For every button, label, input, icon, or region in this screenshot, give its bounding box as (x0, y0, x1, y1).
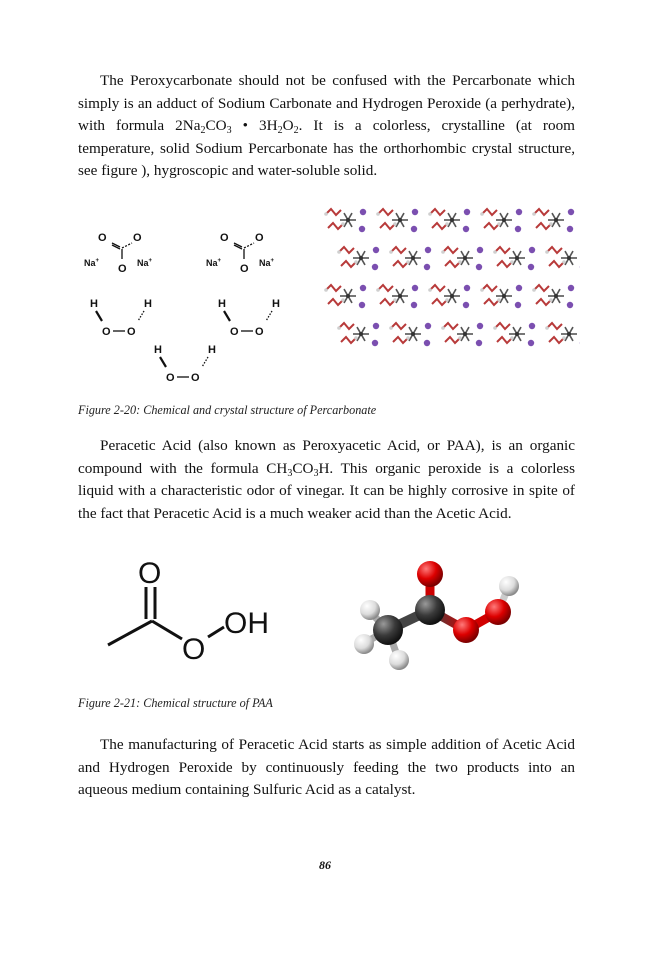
svg-text:O: O (255, 326, 264, 338)
peroxide-left (90, 298, 152, 338)
peroxide-bottom (154, 344, 216, 384)
svg-text:Na+: Na+ (137, 258, 153, 268)
svg-text:H: H (154, 344, 162, 356)
svg-text:H: H (272, 298, 280, 310)
svg-text:Na+: Na+ (259, 258, 275, 268)
svg-text:H: H (218, 298, 226, 310)
paa-skeletal-structure (100, 555, 290, 670)
svg-text:OH: OH (224, 607, 269, 640)
svg-text:Na+: Na+ (206, 258, 222, 268)
paragraph-percarbonate: The Peroxycarbonate should not be confused with the Percarbonate which simply is an adduct of Sodium Carbonate and Hydrogen Peroxide (a perhydrate), with formula $2Na_2CO_3$ • $3H_2O_2$. It is a colorless, crystalline (at room temperature, solid Sodium Percarbonate has the orthorhombic crystal structure, see figure ), hygroscopic and water-soluble solid. (78, 72, 575, 179)
svg-text:H: H (90, 298, 98, 310)
svg-text:O: O (102, 326, 111, 338)
hydrogen-atom (360, 600, 380, 620)
oxygen-atom (453, 617, 479, 643)
svg-text:H: H (208, 344, 216, 356)
svg-text:O: O (127, 326, 136, 338)
percarbonate-chemical-structure (82, 215, 297, 390)
oxygen-atom (485, 599, 511, 625)
carbon-atom (415, 595, 445, 625)
svg-text:H: H (144, 298, 152, 310)
hydrogen-atom (389, 650, 409, 670)
carbonate-right (206, 232, 275, 275)
peroxide-right (218, 298, 280, 338)
svg-text:O: O (133, 232, 142, 244)
svg-text:O: O (98, 232, 107, 244)
paragraph-manufacturing: The manufacturing of Peracetic Acid starts as simple addition of Acetic Acid and Hydrogen Peroxide by continuously feeding the two products into an aqueous medium containing Sulfuric Acid as a catalyst. (78, 736, 575, 798)
svg-text:O: O (166, 372, 175, 384)
svg-text:O: O (118, 263, 127, 275)
hydrogen-atom (354, 634, 374, 654)
svg-text:O: O (182, 633, 206, 666)
paa-ball-and-stick-model (348, 560, 528, 680)
hydrogen-atom (499, 576, 519, 596)
svg-text:O: O (230, 326, 239, 338)
svg-text:O: O (240, 263, 249, 275)
svg-text:Na+: Na+ (84, 258, 100, 268)
carbonate-left (84, 232, 153, 275)
page-number: 86 (319, 858, 331, 872)
svg-text:O: O (191, 372, 200, 384)
figure-2-20-caption: Figure 2-20: Chemical and crystal structure of Percarbonate (78, 403, 377, 417)
carbon-atom (373, 615, 403, 645)
svg-text:O: O (255, 232, 264, 244)
oxygen-atom (417, 561, 443, 587)
svg-text:O: O (220, 232, 229, 244)
percarbonate-crystal-structure (322, 200, 580, 355)
figure-2-21-caption: Figure 2-21: Chemical structure of PAA (78, 696, 273, 710)
svg-text:O: O (138, 557, 162, 590)
paragraph-peracetic-acid: Peracetic Acid (also known as Peroxyacetic Acid, or PAA), is an organic compound with the formula $CH_3CO_3H$. This organic peroxide is a colorless liquid with a characteristic odor of vinegar. It can be highly corrosive in spite of the fact that Peracetic Acid is a much weaker acid than the Acetic Acid. (78, 437, 575, 522)
